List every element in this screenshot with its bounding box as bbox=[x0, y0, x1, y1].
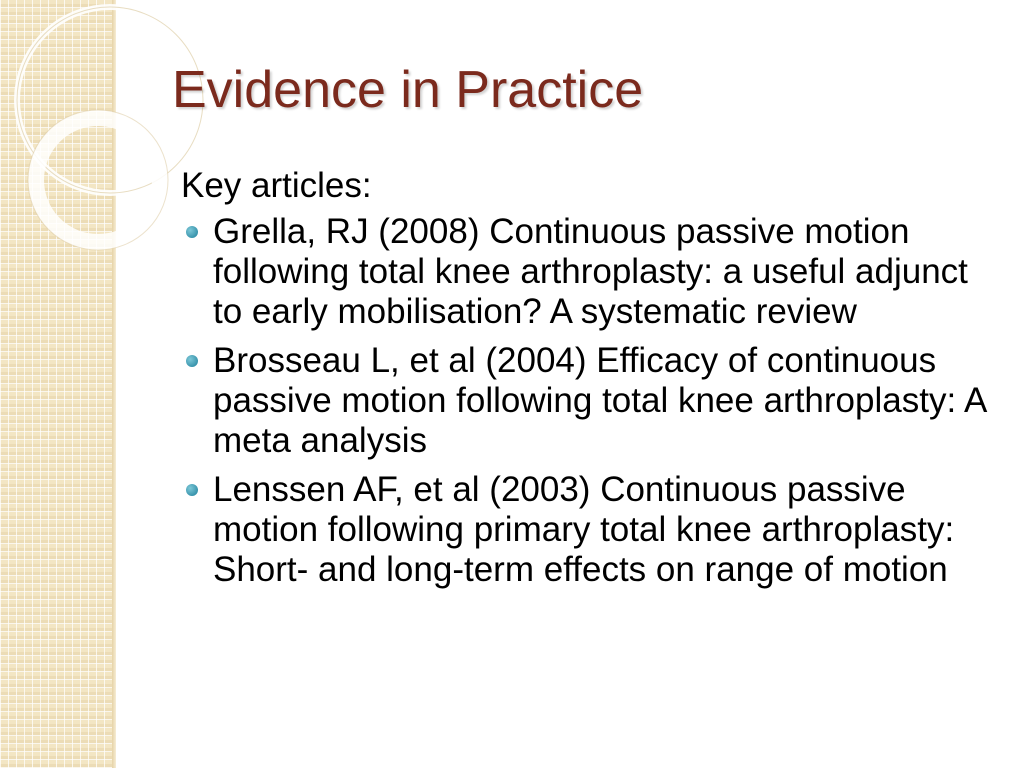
article-list-item bbox=[181, 470, 996, 590]
bullet-icon bbox=[186, 226, 198, 238]
article-citation: Brosseau L, et al (2004) Efficacy of continuous passive motion following total knee arthroplasty: A meta analysis bbox=[213, 341, 986, 460]
slide-title: Evidence in Practice bbox=[172, 61, 644, 119]
article-list-item bbox=[181, 212, 996, 332]
article-list-item bbox=[181, 341, 996, 461]
intro-text: Key articles: bbox=[181, 166, 372, 205]
slide-body bbox=[181, 166, 996, 599]
article-citation: Grella, RJ (2008) Continuous passive motion following total knee arthroplasty: a useful adjunct to early mobilisation? A systematic review bbox=[213, 212, 968, 331]
article-citation: Lenssen AF, et al (2003) Continuous passive motion following primary total knee arthroplasty: Short- and long-term effects on range of motion bbox=[213, 470, 955, 589]
decorative-side-strip bbox=[0, 0, 112, 768]
bullet-icon bbox=[186, 484, 198, 496]
article-list bbox=[181, 212, 996, 590]
side-strip-edge bbox=[112, 0, 116, 768]
bullet-icon bbox=[186, 355, 198, 367]
